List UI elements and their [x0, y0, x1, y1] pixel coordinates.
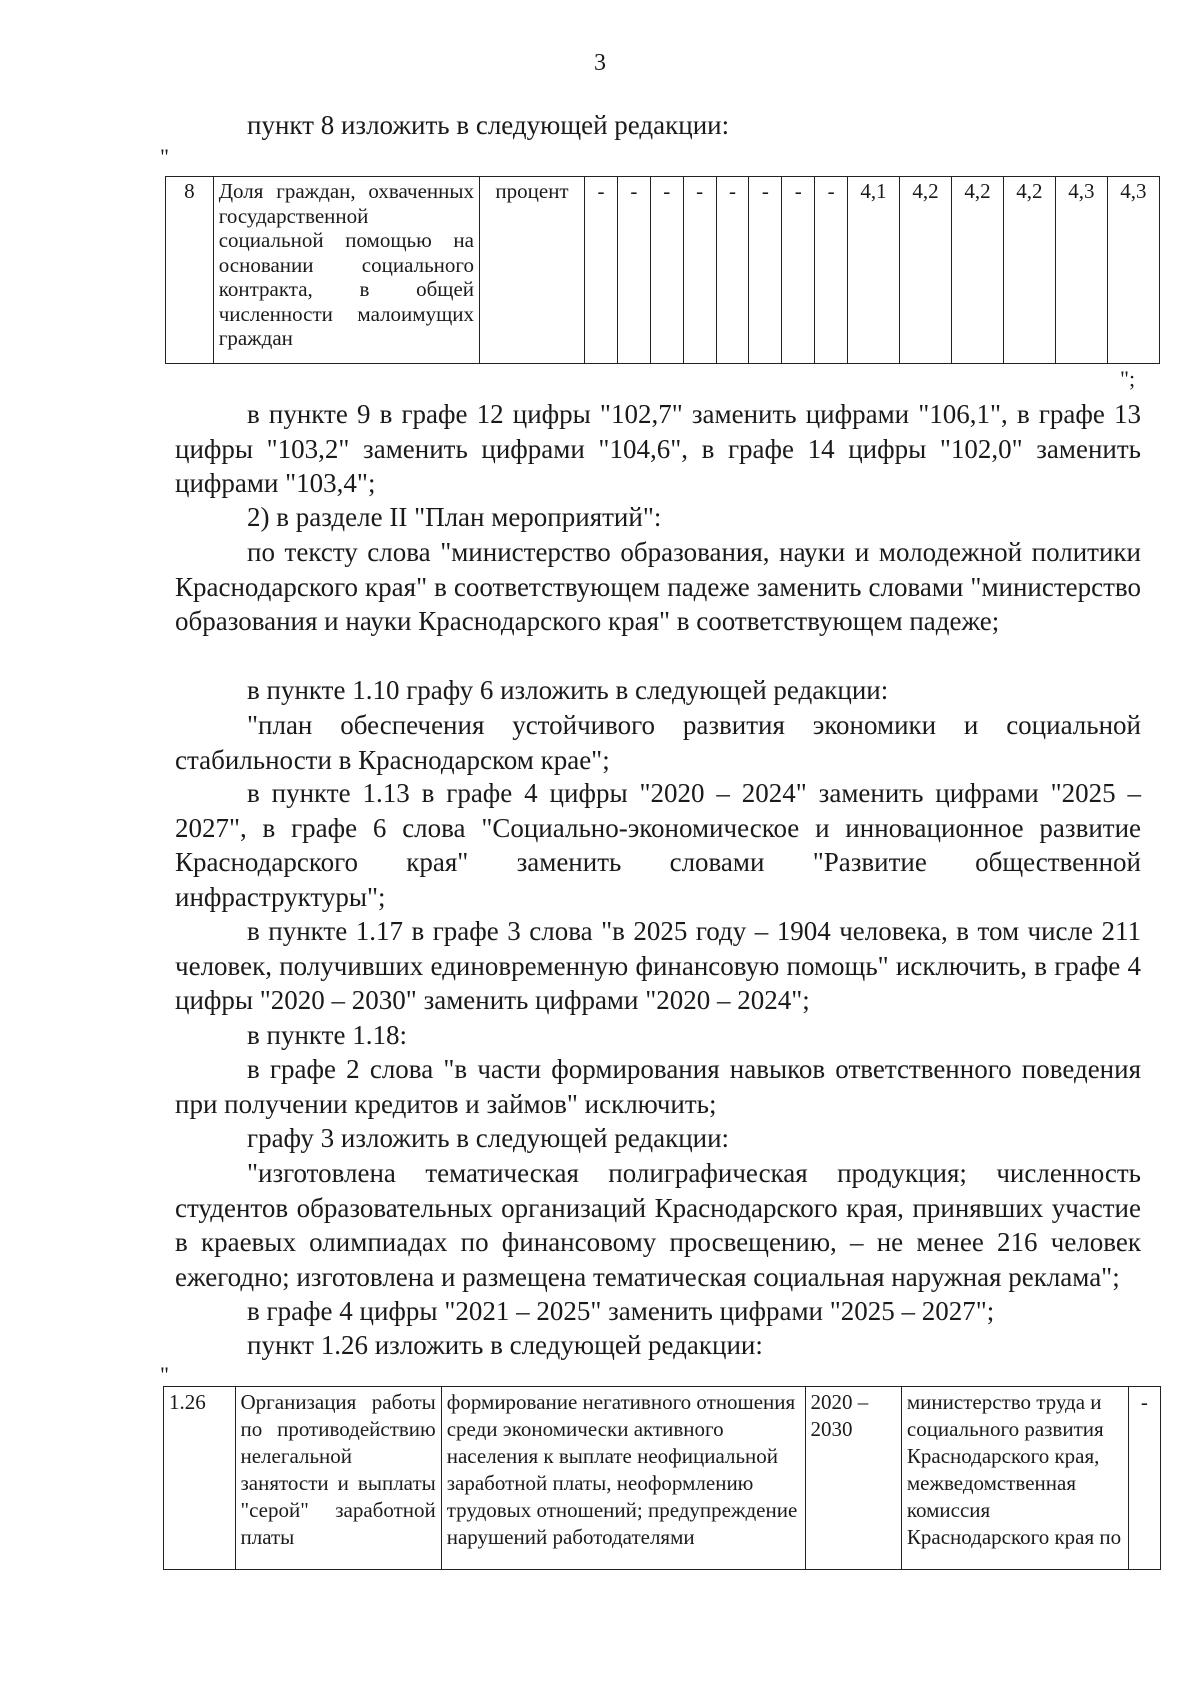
paragraph-point-1-18: в пункте 1.18:: [247, 1020, 407, 1050]
table-cell-value: -: [650, 177, 683, 364]
paragraph-point-1-13: в пункте 1.13 в графе 4 цифры "2020 – 2024" заменить цифрами "2025 – 2027", в графе 6 слова "Социально-экономическое и инновационное развитие Краснодарского края" заменить словами "Развитие общественной инфраструктуры";: [175, 778, 1141, 912]
table-cell-period: 2020 – 2030: [805, 1387, 901, 1570]
table-cell-value: 4,1: [848, 177, 900, 364]
table-cell-value: -: [617, 177, 650, 364]
table-row: [166, 177, 1160, 364]
quote-close-mark: ";: [1120, 366, 1136, 391]
plan-table-point-1-26: [163, 1386, 1161, 1570]
table-cell-indicator-name: Доля граждан, охваченных государственной социальной помощью на основании социального контракта, в общей численности малоимущих граждан: [213, 177, 479, 364]
quote-open-mark-2: ": [160, 1362, 169, 1387]
quote-open-mark: ": [160, 144, 169, 169]
table-cell-value: -: [749, 177, 782, 364]
table-cell-executor: министерство труда и социального развития Краснодарского края, межведомственная комиссия Краснодарского края по: [901, 1387, 1128, 1570]
page-number: 3: [594, 50, 606, 76]
table-cell-extra: -: [1128, 1387, 1160, 1570]
table-cell-value: 4,2: [951, 177, 1003, 364]
table-cell-number: 8: [166, 177, 214, 364]
table-cell-value: -: [815, 177, 848, 364]
paragraph-column-3-text: "изготовлена тематическая полиграфическая продукция; численность студентов образовательных организаций Краснодарского края, принявших участие в краевых олимпиадах по финансовому просвещению, – не менее 216 человек ежегодно; изготовлена и размещена тематическая социальная наружная реклама";: [175, 1158, 1141, 1292]
table-cell-value: -: [782, 177, 815, 364]
paragraph-column-2: в графе 2 слова "в части формирования навыков ответственного поведения при получении кредитов и займов" исключить;: [175, 1054, 1141, 1119]
table-cell-value: -: [585, 177, 618, 364]
table-cell-value: -: [683, 177, 716, 364]
paragraph-column-3: графу 3 изложить в следующей редакции:: [247, 1123, 730, 1153]
table-cell-result: формирование негативного отношения среди экономически активного населения к выплате неофициальной заработной платы, неоформлению трудовых отношений; предупреждение нарушений работодателями: [441, 1387, 805, 1570]
table-cell-unit: процент: [480, 177, 585, 364]
table-cell-value: 4,3: [1107, 177, 1159, 364]
table-row: [164, 1387, 1161, 1570]
paragraph-plan-quote: "план обеспечения устойчивого развития экономики и социальной стабильности в Краснодарском крае";: [175, 710, 1141, 775]
paragraph-point-1-10: в пункте 1.10 графу 6 изложить в следующей редакции:: [247, 675, 889, 705]
table-cell-value: 4,3: [1055, 177, 1107, 364]
table-cell-number: 1.26: [164, 1387, 236, 1570]
paragraph-column-4: в графе 4 цифры "2021 – 2025" заменить цифрами "2025 – 2027";: [247, 1296, 995, 1326]
table-cell-value: -: [716, 177, 749, 364]
paragraph-point-9: в пункте 9 в графе 12 цифры "102,7" заменить цифрами "106,1", в графе 13 цифры "103,2" заменить цифрами "104,6", в графе 14 цифры "102,0" заменить цифрами "103,4";: [175, 399, 1141, 498]
paragraph-point-1-17: в пункте 1.17 в графе 3 слова "в 2025 году – 1904 человека, в том числе 211 человек, получивших единовременную финансовую помощь" исключить, в графе 4 цифры "2020 – 2030" заменить цифрами "2020 – 2024";: [175, 916, 1141, 1015]
intro-point-8: пункт 8 изложить в следующей редакции:: [247, 110, 730, 140]
table-cell-value: 4,2: [899, 177, 951, 364]
paragraph-ministry-rename: по тексту слова "министерство образования, науки и молодежной политики Краснодарского края" в соответствующем падеже заменить словами "министерство образования и науки Краснодарского края" в соответствующем падеже;: [175, 537, 1141, 636]
table-cell-value: 4,2: [1003, 177, 1055, 364]
table-cell-event-name: Организация работы по противодействию нелегальной занятости и выплаты "серой" заработной платы: [235, 1387, 441, 1570]
paragraph-point-1-26: пункт 1.26 изложить в следующей редакции:: [247, 1330, 763, 1360]
indicator-table-point-8: [165, 176, 1160, 364]
paragraph-section-2: 2) в разделе II "План мероприятий":: [247, 502, 662, 532]
